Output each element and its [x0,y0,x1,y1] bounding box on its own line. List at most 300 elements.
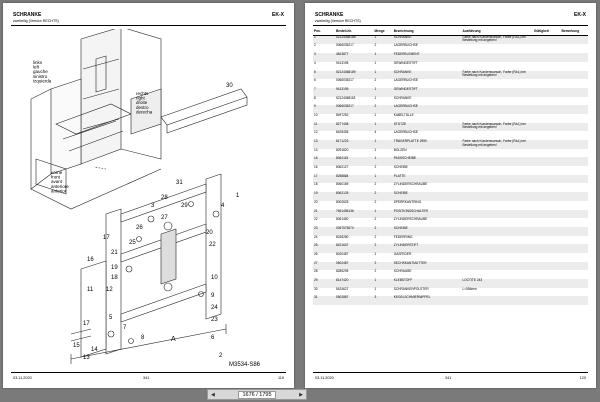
table-cell [462,253,534,262]
table-row [313,166,588,175]
table-cell: Farbe nach Kundenwunsch, Farbe (RAL) bei Bestellung mit angeben! [462,34,526,43]
table-cell [462,79,534,88]
table-row [313,44,588,53]
table-cell: SCHRANKE [393,69,412,74]
table-cell: 1 [374,156,377,161]
table-cell: LAGERBUCHSE [393,104,418,109]
table-row [313,270,588,279]
table-row [313,53,588,62]
part-number-callout: 23 [211,317,218,323]
table-row [313,218,588,227]
table-cell: SPERRKANTRING [393,199,422,204]
footer-date: 03.11.2020 [315,376,334,380]
table-cell [561,157,589,166]
table-cell: 1 [374,278,377,283]
table-cell [561,140,589,149]
part-number-callout: 3 [151,203,155,209]
table-row [313,279,588,288]
table-cell [533,97,561,106]
part-number-callout: 29 [181,203,188,209]
table-cell: 1 [374,147,377,152]
part-number-callout: 25 [129,240,136,246]
table-cell [533,296,561,305]
table-cell: GASFEDER [393,251,412,256]
table-cell: KLEBSTOFF [393,278,413,283]
table-row [313,296,588,305]
table-cell [533,149,561,158]
table-row [313,183,588,192]
col-header: Menge [374,28,393,35]
table-cell [462,157,534,166]
part-number-callout: 19 [111,265,118,271]
part-number-callout: 22 [209,242,216,248]
table-cell [561,62,589,71]
table-cell [561,97,589,106]
table-cell: 14 [314,147,318,152]
table-cell: 8285295 [336,269,349,274]
table-cell: 4813877 [336,52,349,57]
table-cell: 9413195 [336,60,349,65]
table-cell [561,166,589,175]
table-cell: LOCTITE 243 [462,278,483,283]
table-cell: 1 [374,69,377,74]
table-cell: PASSSCHEIBE [393,156,417,161]
table-cell [561,114,589,123]
col-header: Bemerkung [561,28,589,35]
part-number-callout: 31 [176,180,183,186]
table-cell: 18 [314,182,318,187]
part-number-callout: 1 [236,193,240,199]
table-cell [462,44,534,53]
table-cell [533,35,561,44]
table-cell: SCHEIBE [393,225,408,230]
table-row [313,79,588,88]
table-cell [561,175,589,184]
table-row [313,244,588,253]
table-cell [561,149,589,158]
page-navigator [207,389,307,400]
table-cell [462,210,534,219]
table-cell: 6 [314,78,316,83]
table-cell [561,53,589,62]
table-cell [533,279,561,288]
table-cell [561,296,589,305]
part-number-callout: 30 [226,83,233,89]
table-cell: 20 [314,199,318,204]
table-cell [561,201,589,210]
table-cell: 1 [374,173,377,178]
table-cell: 8062115 [336,156,349,161]
table-cell [533,244,561,253]
table-cell: SCHEIBE [393,191,408,196]
table-cell: STÜTZE [393,121,407,126]
col-header: Ausführung [462,28,534,35]
table-cell: KEGELSCHMIERNIPPEL [393,295,431,300]
table-cell: 8258884 [336,173,349,178]
table-cell [462,244,534,253]
table-cell: 1 [374,251,377,256]
part-number-callout: 12 [106,287,113,293]
part-number-callout: 9 [211,293,215,299]
table-row [313,262,588,271]
part-number-callout: 16 [87,257,94,263]
part-number-callout: 2 [219,353,223,359]
part-number-callout: 17 [83,321,90,327]
table-cell [561,279,589,288]
table-cell: 1 [374,52,377,57]
table-cell [462,105,534,114]
table-row [313,149,588,158]
table-row [313,97,588,106]
table-cell [561,35,589,44]
part-number-callout: 21 [111,250,118,256]
table-cell: ZYLINDERSCHRAUBE [393,217,428,222]
table-cell [462,296,534,305]
col-header: Bestell-Nr. [335,28,374,35]
table-cell: L=556mm [462,286,477,291]
table-cell: 7651496136 [336,208,354,213]
table-cell: 2 [374,104,377,109]
page-title: SCHRANKE [315,12,344,18]
table-row [313,131,588,140]
part-number-callout: 27 [161,215,168,221]
table-cell: FEDERELEMENT [393,52,420,57]
table-cell [533,44,561,53]
part-number-callout: 11 [87,287,94,293]
part-number-callout: 6 [211,335,215,341]
footer-page-number: 120 [579,376,586,380]
table-cell: 1 [314,34,316,39]
table-cell [561,123,589,132]
table-cell: 17 [314,173,318,178]
table-cell: 0502487 [336,260,349,265]
left-page [3,3,294,388]
table-cell [533,166,561,175]
table-cell: 8060169 [336,182,349,187]
table-cell: 19 [314,191,318,196]
table-cell [462,183,534,192]
table-cell: 8062127 [336,165,349,170]
table-cell: 1 [374,112,377,117]
table-cell: Farbe nach Kundenwunsch, Farbe (RAL) bei Bestellung mit angeben! [462,121,526,130]
table-cell: 1 [374,60,377,65]
part-number-callout: 4 [221,203,225,209]
table-cell [462,236,534,245]
table-cell [533,183,561,192]
table-cell: 16 [314,165,318,170]
part-number-callout: 18 [111,275,118,281]
footer-page-number: 119 [277,376,284,380]
table-cell: 22 [314,217,318,222]
table-cell [561,79,589,88]
table-cell: 1 [374,286,377,291]
table-cell: LAGERBUCHSE [393,78,418,83]
table-cell [561,192,589,201]
table-cell: POSITIONSSCHALTER [393,208,428,213]
table-cell: 2 [374,191,377,196]
table-row [313,105,588,114]
table-row [313,201,588,210]
table-cell [533,157,561,166]
table-cell: 2 [374,165,377,170]
table-cell: 8028280 [336,234,349,239]
table-cell: ZYLINDERSCHRAUBE [393,182,428,187]
table-cell [533,288,561,297]
table-cell: KABELTÜLLE [393,112,414,117]
footer-divider [11,372,286,373]
table-cell: 2 [374,78,377,83]
table-cell: 15 [314,156,318,161]
table-cell: 24 [314,234,318,239]
figure-id: M3534-S86 [229,362,261,368]
table-cell [533,88,561,97]
table-cell [533,210,561,219]
table-cell: 8171223 [336,139,349,144]
callout-left: links left gauche sinistro izquierda [33,60,52,84]
table-cell: 2 [374,199,377,204]
table-cell: LAGERBUCHSE [393,130,418,135]
table-cell: FEDERRING [393,234,413,239]
table-row [313,192,588,201]
table-cell: 4 [314,60,316,65]
table-cell [561,44,589,53]
table-cell: 9 [314,104,316,109]
page-indicator-input[interactable]: 1676 / 1795 [238,391,275,399]
table-cell: 2 [374,182,377,187]
table-cell [462,166,534,175]
table-cell: 2 [374,225,377,230]
table-cell: 52124068118 [336,95,356,100]
table-cell: 8002625 [336,199,349,204]
table-cell [533,79,561,88]
part-number-callout: 5 [109,315,113,321]
part-number-callout: 17 [103,235,110,241]
table-row [313,71,588,80]
col-header: Bezeichnung [393,28,462,35]
table-cell: 2 [374,269,377,274]
callout-right: rechts right droite destro derecha [136,91,153,115]
table-cell: 5 [314,69,316,74]
table-cell: 8291820 [336,147,349,152]
table-cell: 29 [314,278,318,283]
table-cell [462,192,534,201]
table-cell: 1 [374,34,377,39]
table-cell: 23 [314,225,318,230]
table-cell: 31 [314,295,318,300]
table-cell: 1 [374,139,377,144]
table-cell: 8 [314,95,316,100]
part-number-callout: 14 [91,347,98,353]
footer-mid: 341 [445,376,452,380]
table-cell: SECHSKANTMUTTER [393,260,427,265]
table-cell [561,244,589,253]
table-cell [561,262,589,271]
table-cell [561,236,589,245]
footer-divider [313,372,588,373]
table-cell [561,88,589,97]
table-cell: 8277408 [336,121,349,126]
table-cell: 1 [374,86,377,91]
table-cell: 4 [374,130,377,135]
table-cell: SCHRAUBE [393,269,412,274]
table-cell: 2 [314,43,316,48]
part-number-callout: 24 [211,305,218,311]
table-cell: 3 [314,52,316,57]
page-code: EK-X [272,12,284,18]
table-cell [533,227,561,236]
table-cell [561,227,589,236]
table-cell [561,131,589,140]
table-cell: 2 [374,260,377,265]
table-cell: 8020487 [336,251,349,256]
table-cell [533,218,561,227]
table-cell [533,192,561,201]
table-row [313,175,588,184]
table-row [313,288,588,297]
table-cell [561,253,589,262]
table-cell: 28 [314,269,318,274]
table-cell [561,105,589,114]
table-row [313,114,588,123]
table-cell [533,105,561,114]
table-cell: 8062125 [336,191,349,196]
table-cell [561,71,589,80]
table-cell: 2 [374,243,377,248]
table-cell: SCHRANKE [393,34,412,39]
table-row [313,210,588,219]
table-cell [533,53,561,62]
table-cell: 12 [314,130,318,135]
table-cell: 2 [374,234,377,239]
table-cell [462,262,534,271]
table-cell: 26 [314,251,318,256]
table-cell: BOLZEN [393,147,407,152]
table-cell: 0057575570 [336,225,354,230]
dimension-label: A [171,336,176,343]
table-cell: 21 [314,208,318,213]
table-row [313,123,588,132]
part-number-callout: 26 [136,225,143,231]
table-cell: Farbe nach Kundenwunsch, Farbe (RAL) bei Bestellung mit angeben! [462,69,526,78]
table-cell [561,183,589,192]
table-cell: 30 [314,286,318,291]
table-cell: GEWINDESTIFT [393,86,418,91]
table-cell [462,149,534,158]
table-cell: 3 [374,295,377,300]
part-number-callout: 7 [123,325,127,331]
part-number-callout: 15 [73,343,80,349]
table-cell: 9413195 [336,86,349,91]
table-cell [533,262,561,271]
table-cell: 1 [374,121,377,126]
part-number-callout: 10 [211,275,218,281]
table-cell: Farbe nach Kundenwunsch, Farbe (RAL) bei Bestellung mit angeben! [462,139,526,147]
table-cell: SCHEIBE [393,165,408,170]
table-cell: 0066035217 [336,78,354,83]
table-cell: 0066035217 [336,104,354,109]
table-cell: 0066035217 [336,43,354,48]
table-cell: 52124068189 [336,69,356,74]
table-cell: 8497252 [336,112,349,117]
parts-table [313,28,588,305]
triangle-right-icon[interactable]: ▶ [299,391,303,398]
triangle-left-icon[interactable]: ◀ [211,391,215,398]
table-cell: 8061460 [336,217,349,222]
table-cell: SCHRANKENPOLSTER [393,286,429,291]
page-code: EK-X [574,12,586,18]
table-cell: 25 [314,243,318,248]
table-cell: PLATTE [393,173,406,178]
col-header: Pos. [313,28,335,35]
part-number-callout: 28 [161,195,168,201]
right-page [305,3,596,388]
table-cell: GEWINDESTIFT [393,60,418,65]
table-cell: 8425455 [336,130,349,135]
table-cell [533,236,561,245]
table-cell [462,218,534,227]
table-cell [533,270,561,279]
table-cell: 1 [374,208,377,213]
table-cell [533,62,561,71]
part-number-callout: 20 [206,230,213,236]
table-cell [533,201,561,210]
footer-mid: 341 [143,376,150,380]
table-cell: 2 [374,217,377,222]
table-cell [462,97,534,106]
table-cell: 10 [314,112,318,117]
table-cell [561,270,589,279]
table-row [313,236,588,245]
page-subtitle: zweiteilig (Version RECHTS) [315,19,361,23]
header-divider [11,25,286,26]
table-cell [462,227,534,236]
table-cell: 11 [314,121,318,126]
table-cell: 2 [374,43,377,48]
table-cell: SCHRANKE [393,95,412,100]
table-cell: 13 [314,139,318,144]
table-cell [533,114,561,123]
footer-date: 03.11.2020 [13,376,32,380]
table-cell: 52124068188 [336,34,356,39]
col-header: Gültigkeit [533,28,561,35]
table-cell: 8147420 [336,278,349,283]
table-cell [533,253,561,262]
table-cell: 27 [314,260,318,265]
table-cell [533,175,561,184]
part-number-callout: 13 [83,355,90,361]
table-cell [462,88,534,97]
table-cell [561,210,589,219]
header-divider [313,25,588,26]
table-row [313,157,588,166]
table-cell: 0502887 [336,295,349,300]
table-cell [462,175,534,184]
table-cell: 7 [314,86,316,91]
table-cell: 1 [374,95,377,100]
table-cell: ZYLINDERSTIFT [393,243,419,248]
table-cell [462,201,534,210]
table-row [313,253,588,262]
part-number-callout: 8 [141,335,145,341]
table-cell [533,131,561,140]
table-cell [561,218,589,227]
page-subtitle: zweiteilig (Version RECHTS) [13,19,59,23]
table-row [313,140,588,149]
table-row [313,35,588,44]
callout-front: vorne front avant anteriore anterior [51,170,69,194]
page-title: SCHRANKE [13,12,42,18]
table-cell [533,71,561,80]
